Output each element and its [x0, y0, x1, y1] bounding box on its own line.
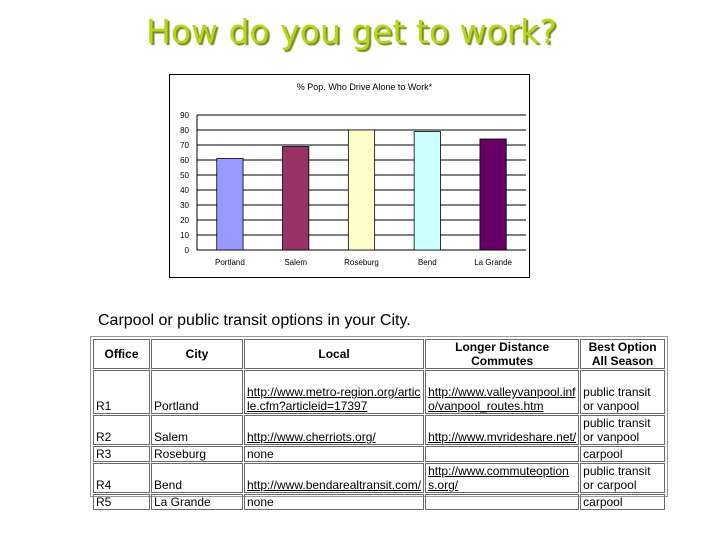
header-city: City	[151, 339, 243, 369]
table-row	[93, 446, 665, 462]
transit-options-table	[92, 338, 666, 511]
table-row	[93, 463, 665, 493]
local-link[interactable]: http://www.metro-region.org/article.cfm?articleid=17397	[247, 385, 421, 413]
header-best-option: Best Option All Season	[580, 339, 665, 369]
longer-distance-link[interactable]: http://www.valleyvanpool.info/vanpool_routes.htm	[428, 385, 576, 413]
bar-portland	[217, 159, 243, 251]
bar-roseburg	[348, 130, 374, 250]
longer-distance-cell	[425, 415, 579, 445]
table-row	[93, 494, 665, 510]
x-tick-label: Salem	[284, 258, 308, 267]
local-cell	[244, 370, 424, 414]
city-cell: La Grande	[151, 494, 243, 510]
y-tick-label: 70	[180, 141, 189, 150]
section-subtitle: Carpool or public transit options in your City.	[98, 312, 411, 329]
y-tick-label: 60	[180, 156, 189, 165]
city-cell: Roseburg	[151, 446, 243, 462]
city-cell: Bend	[151, 463, 243, 493]
y-tick-label: 10	[180, 231, 189, 240]
bar-bend	[414, 132, 440, 251]
best-option-cell: public transit or vanpool	[580, 370, 665, 414]
local-cell	[244, 463, 424, 493]
x-tick-label: Portland	[215, 258, 245, 267]
table-row	[93, 370, 665, 414]
longer-distance-cell	[425, 463, 579, 493]
y-tick-label: 0	[184, 246, 189, 255]
local-cell	[244, 415, 424, 445]
header-office: Office	[93, 339, 150, 369]
x-tick-label: La Grande	[474, 258, 513, 267]
header-local: Local	[244, 339, 424, 369]
best-option-cell: public transit or vanpool	[580, 415, 665, 445]
longer-distance-link[interactable]: http://www.mvrideshare.net/	[428, 430, 577, 444]
local-link[interactable]: http://www.bendarealtransit.com/	[247, 478, 422, 492]
local-cell: none	[244, 494, 424, 510]
best-option-cell: carpool	[580, 446, 665, 462]
bar-la-grande	[480, 139, 506, 250]
local-link[interactable]: http://www.cherriots.org/	[247, 430, 376, 444]
office-cell: R2	[93, 415, 150, 445]
table-header-row	[93, 339, 665, 369]
longer-distance-cell	[425, 494, 579, 510]
longer-distance-cell	[425, 446, 579, 462]
city-cell: Salem	[151, 415, 243, 445]
office-cell: R3	[93, 446, 150, 462]
table-row	[93, 415, 665, 445]
best-option-cell: public transit or carpool	[580, 463, 665, 493]
x-tick-label: Bend	[417, 258, 437, 267]
transit-options-table-wrap	[90, 336, 668, 509]
longer-distance-link[interactable]: http://www.commuteoptions.org/	[428, 464, 569, 492]
city-cell: Portland	[151, 370, 243, 414]
bar-chart	[169, 74, 530, 278]
y-tick-label: 40	[180, 186, 189, 195]
bar-salem	[283, 147, 309, 251]
office-cell: R5	[93, 494, 150, 510]
longer-distance-cell	[425, 370, 579, 414]
chart-canvas	[170, 75, 529, 277]
page-title: How do you get to work?	[146, 12, 557, 51]
y-tick-label: 80	[180, 126, 189, 135]
y-tick-label: 50	[180, 171, 189, 180]
best-option-cell: carpool	[580, 494, 665, 510]
local-cell: none	[244, 446, 424, 462]
y-tick-label: 20	[180, 216, 189, 225]
office-cell: R4	[93, 463, 150, 493]
y-tick-label: 90	[180, 111, 189, 120]
y-tick-label: 30	[180, 201, 189, 210]
office-cell: R1	[93, 370, 150, 414]
chart-title: % Pop. Who Drive Alone to Work*	[296, 82, 433, 92]
x-tick-label: Roseburg	[344, 258, 379, 267]
header-longer-distance: Longer Distance Commutes	[425, 339, 579, 369]
